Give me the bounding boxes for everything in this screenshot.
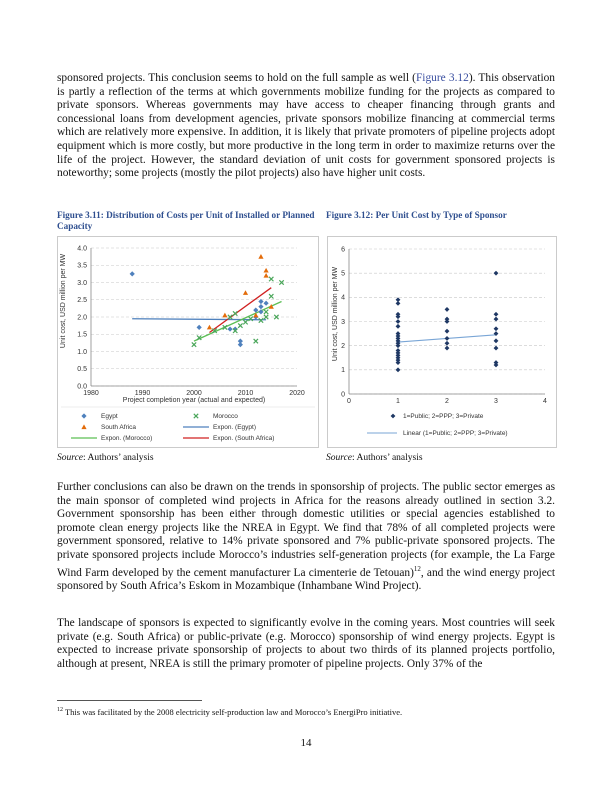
figure-3-11-chart bbox=[57, 236, 319, 448]
x-tick-label: 4 bbox=[543, 398, 547, 405]
x-tick-label: 1980 bbox=[83, 390, 99, 397]
x-tick-label: 0 bbox=[347, 398, 351, 405]
paragraph-3: The landscape of sponsors is expected to significantly evolve in the coming years. Most countries will seek private (e.g. South Africa) or public-private (e.g. Morocco) sponsorship of wind energy projects. Egypt is expected to increase private sponsorship of projects to about two thirds of its planned projects portfolio, although at present, NREA is still the primary promoter of pipeline projects. Only 37% of the bbox=[57, 617, 555, 670]
y-axis-label: Unit cost, USD million per MW bbox=[332, 266, 339, 362]
legend-sponsor-points-label: 1=Public; 2=PPP; 3=Private bbox=[403, 413, 484, 420]
footnote-marker[interactable]: 12 bbox=[413, 564, 421, 573]
paragraph-1-text-b: ). This observation is partly a reflection of the terms at which governments mobilize funding for the projects as compared to private sponsors. Whereas governments may have access to cheaper financing through grants and concessional loans from development agencies, private sponsors mobilize financing at commercial terms which are relatively more expensive. In addition, it is likely that private promoters of pipeline projects adopt equipment which is more costly, but more productive in the long term in order to maximize returns over the life of the project. However, the standard deviation of unit costs for government sponsored projects is noteworthy; some projects (mostly the pilot projects) also have higher unit costs. bbox=[57, 72, 556, 180]
figure-3-12-source bbox=[326, 453, 423, 463]
y-tick-label: 3 bbox=[341, 318, 345, 326]
legend-expon-south-africa-label: Expon. (South Africa) bbox=[213, 435, 275, 442]
legend-sponsor-points bbox=[391, 413, 484, 420]
x-axis-label: Project completion year (actual and expected) bbox=[122, 397, 266, 404]
figure-3-11-title: Figure 3.11: Distribution of Costs per Unit of Installed or Planned Capacity bbox=[57, 210, 315, 231]
x-tick-label: 2010 bbox=[237, 390, 254, 397]
legend-linear-label: Linear (1=Public; 2=PPP; 3=Private) bbox=[403, 430, 508, 437]
x-tick-label: 1 bbox=[396, 398, 400, 405]
legend-egypt-label: Egypt bbox=[101, 413, 118, 420]
paragraph-1 bbox=[57, 72, 555, 181]
y-tick-label: 0.0 bbox=[77, 383, 87, 391]
page-number: 14 bbox=[300, 737, 312, 749]
x-tick-label: 1990 bbox=[134, 390, 151, 397]
sponsor-cost-scatter bbox=[327, 236, 557, 448]
cost-distribution-scatter bbox=[57, 236, 319, 448]
y-tick-label: 2 bbox=[341, 342, 345, 350]
source-text: : Authors’ analysis bbox=[83, 453, 154, 463]
legend-morocco-label: Morocco bbox=[213, 413, 238, 420]
source-label: Source bbox=[57, 453, 84, 463]
footnote-text: This was facilitated by the 2008 electricity self-production law and Morocco’s EnergiPro initiative. bbox=[63, 707, 403, 717]
paragraph-2 bbox=[57, 481, 555, 594]
legend-expon-morocco-label: Expon. (Morocco) bbox=[101, 435, 153, 442]
footnote-number: 12 bbox=[57, 707, 63, 714]
paragraph-2-text-a: Further conclusions can also be drawn on the trends in sponsorship of projects. The public sector emerges as the main sponsor of completed wind projects in Africa for the reasons already outlined in section 3.2. Government sponsorship has been either through domestic utilities or special agencies established to promote clean energy projects like the NREA in Egypt. We find that 78% of all completed projects were government sponsored, relative to 14% private sponsored and 7% public-private sponsored projects. The private sponsored projects include Morocco’s industries self-generation projects (for example, the La Farge Wind Farm developed by the cement manufacturer La cimenterie de Tetouan) bbox=[57, 481, 555, 579]
figure-3-12-title: Figure 3.12: Per Unit Cost by Type of Sponsor bbox=[326, 210, 507, 220]
x-tick-label: 3 bbox=[494, 398, 498, 405]
x-tick-label: 2020 bbox=[289, 390, 305, 397]
y-tick-label: 2.0 bbox=[77, 314, 87, 322]
y-tick-label: 1.5 bbox=[77, 331, 87, 339]
figure-reference-link[interactable]: Figure 3.12 bbox=[415, 72, 469, 84]
y-tick-label: 3.0 bbox=[77, 279, 87, 287]
paragraph-2-text-b: , and the wind energy project sponsored by South Africa’s Eskom in Mozambique (Inhambane Wind Project). bbox=[57, 566, 556, 592]
x-tick-label: 2000 bbox=[186, 390, 202, 397]
y-tick-label: 0.5 bbox=[77, 366, 87, 374]
legend-expon-egypt-label: Expon. (Egypt) bbox=[213, 424, 256, 431]
y-tick-label: 6 bbox=[341, 246, 345, 254]
y-tick-label: 4.0 bbox=[77, 245, 87, 253]
y-tick-labels bbox=[77, 245, 87, 390]
footnote bbox=[57, 707, 402, 717]
paragraph-1-text-a: sponsored projects. This conclusion seems to hold on the full sample as well ( bbox=[57, 72, 416, 84]
figure-3-12-chart bbox=[327, 236, 557, 448]
y-tick-label: 1.0 bbox=[77, 348, 87, 356]
legend-south-africa-label: South Africa bbox=[101, 424, 137, 431]
footnote-divider bbox=[57, 700, 202, 701]
y-tick-label: 1 bbox=[341, 367, 345, 375]
y-tick-label: 5 bbox=[341, 270, 345, 278]
x-tick-label: 2 bbox=[445, 398, 449, 405]
y-tick-label: 4 bbox=[341, 294, 345, 302]
y-axis-label: Unit cost, USD million per MW bbox=[60, 253, 67, 349]
source-text: : Authors’ analysis bbox=[352, 453, 423, 463]
source-label: Source bbox=[326, 453, 353, 463]
y-tick-label: 2.5 bbox=[77, 297, 87, 305]
chart-frame bbox=[58, 237, 319, 448]
y-tick-label: 3.5 bbox=[77, 262, 87, 270]
figure-3-11-source bbox=[57, 453, 154, 463]
y-tick-label: 0 bbox=[341, 391, 345, 399]
